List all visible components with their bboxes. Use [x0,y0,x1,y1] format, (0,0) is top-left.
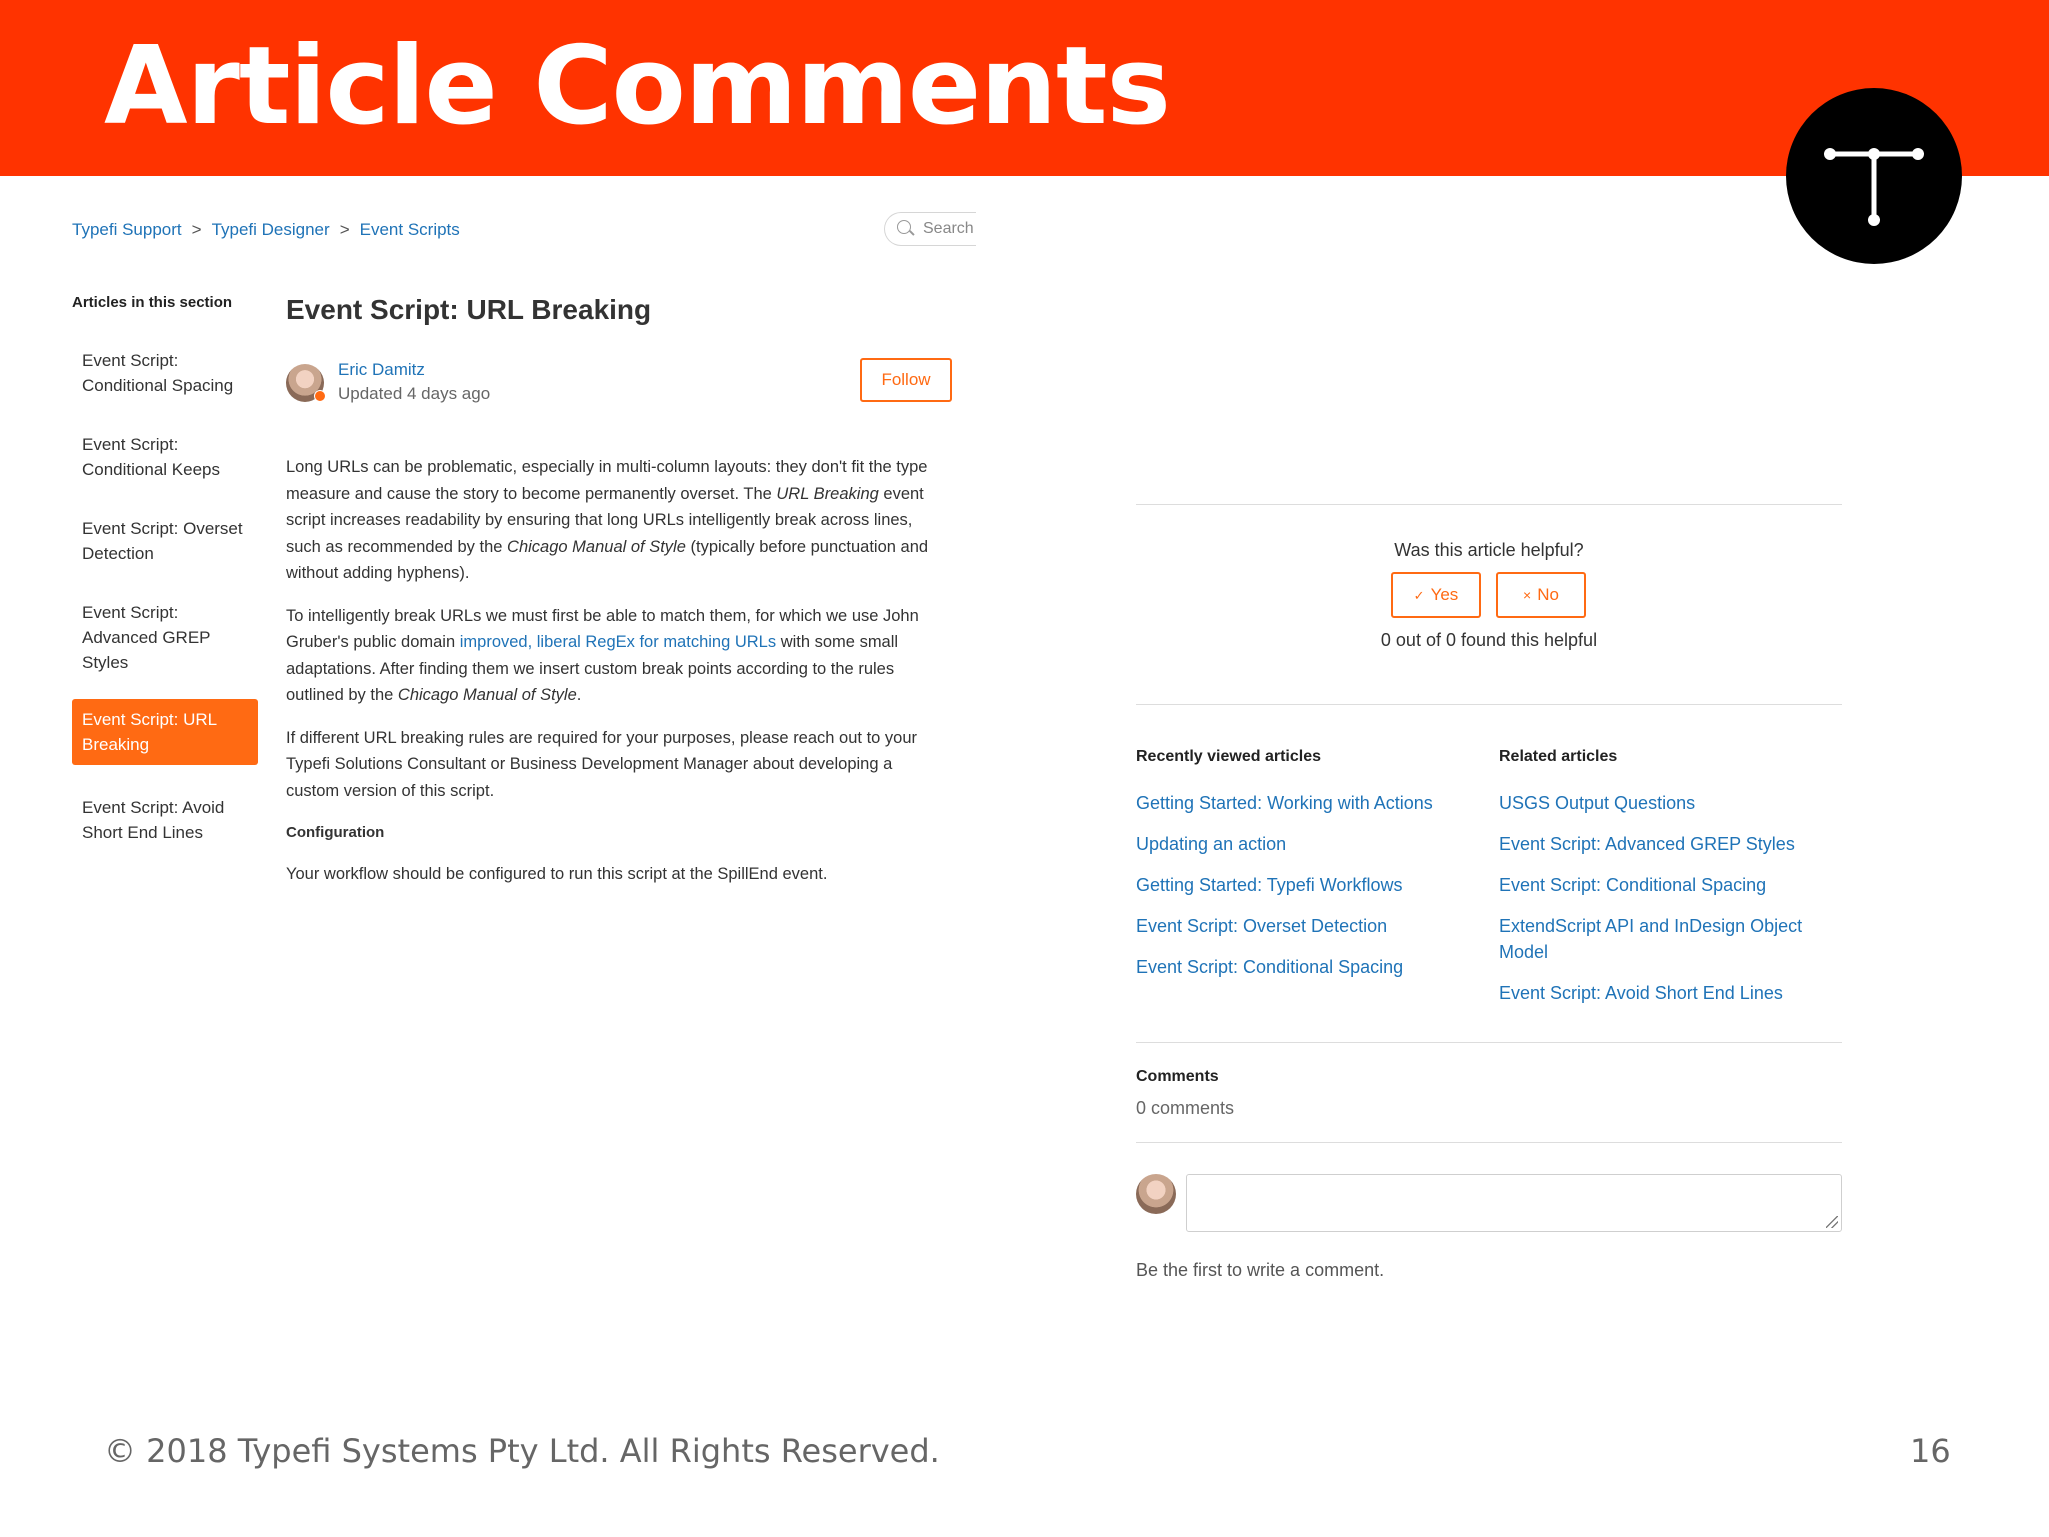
search-icon [897,220,911,234]
agent-badge-icon [314,390,326,402]
text-italic: URL Breaking [776,484,879,503]
article-paragraph [286,603,946,709]
comments-title: Comments [1136,1068,1219,1085]
related-articles-title: Related articles [1499,748,1618,765]
search-placeholder: Search [923,220,974,237]
updated-timestamp: Updated 4 days ago [338,384,491,403]
resize-handle-icon[interactable] [1826,1216,1838,1228]
text-run: . [576,686,582,704]
helpful-count: 0 out of 0 found this helpful [1380,630,1598,650]
recent-article-link[interactable]: Updating an action [1136,834,1287,854]
user-avatar [1136,1174,1176,1214]
recent-article-link[interactable]: Getting Started: Typefi Workflows [1136,875,1403,895]
recently-viewed-list [1136,790,1476,995]
sidebar-item-avoid-short-end-lines[interactable]: Event Script: Avoid Short End Lines [82,798,225,842]
article-body [286,454,946,903]
text-run: To intelligently break URLs we must first be able to match them, for which we use John Gruber's public domain [286,606,919,651]
author-avatar [286,364,324,402]
related-articles-list [1499,790,1839,1021]
text-run: with some small adaptations. After finding them we insert custom break points according to the rules outlined by the [286,633,899,704]
sidebar-title: Articles in this section [72,294,233,311]
copyright-footer: © 2018 Typefi Systems Pty Ltd. All Rights Reserved. [104,1432,940,1470]
regex-link[interactable]: improved, liberal RegEx for matching URLs [459,633,777,651]
sidebar-item-conditional-keeps[interactable]: Event Script: Conditional Keeps [82,435,220,479]
breadcrumb [72,220,460,240]
helpful-question: Was this article helpful? [1394,540,1584,560]
breadcrumb-typefi-support[interactable]: Typefi Support [72,220,182,239]
article-title: Event Script: URL Breaking [286,294,652,325]
close-icon: × [1523,587,1532,603]
text-run: Long URLs can be problematic, especially in multi-column layouts: they don't fit the type measure and cause the story to become permanently overset. The [286,458,928,503]
comment-textarea[interactable] [1186,1174,1842,1232]
related-article-link[interactable]: ExtendScript API and InDesign Object Model [1499,916,1803,962]
follow-button[interactable]: Follow [860,358,952,402]
sidebar-item-overset-detection[interactable]: Event Script: Overset Detection [82,519,243,563]
divider [1136,704,1842,705]
recent-article-link[interactable]: Getting Started: Working with Actions [1136,793,1433,813]
check-icon: ✓ [1413,588,1425,603]
configuration-heading: Configuration [286,824,385,841]
recent-article-link[interactable]: Event Script: Overset Detection [1136,916,1388,936]
related-article-link[interactable]: Event Script: Conditional Spacing [1499,875,1767,895]
related-article-link[interactable]: Event Script: Advanced GREP Styles [1499,834,1795,854]
divider [1136,1042,1842,1043]
vote-no-label: No [1537,585,1559,604]
search-input[interactable] [884,212,976,246]
text-run: event script increases readability by ensuring that long URLs intelligently break across lines, such as recommended by the [286,484,924,556]
recently-viewed-title: Recently viewed articles [1136,748,1321,765]
vote-no-button[interactable] [1496,572,1586,618]
related-article-link[interactable]: USGS Output Questions [1499,793,1696,813]
comments-count: 0 comments [1136,1098,1235,1118]
slide-title: Article Comments [104,24,1170,149]
comment-prompt: Be the first to write a comment. [1136,1260,1385,1280]
breadcrumb-separator: > [191,220,202,239]
divider [1136,504,1842,505]
title-banner [0,0,2049,176]
sidebar-article-list [72,344,258,875]
divider [1136,1142,1842,1143]
recent-article-link[interactable]: Event Script: Conditional Spacing [1136,957,1404,977]
sidebar-item-conditional-spacing[interactable]: Event Script: Conditional Spacing [82,351,234,395]
vote-yes-button[interactable] [1391,572,1481,618]
article-paragraph: If different URL breaking rules are required for your purposes, please reach out to your Typefi Solutions Consultant or Business Development Manager about developing a custom version of this script. [286,728,918,800]
breadcrumb-event-scripts[interactable]: Event Scripts [359,220,460,239]
related-article-link[interactable]: Event Script: Avoid Short End Lines [1499,983,1783,1003]
page-number: 16 [1910,1432,1951,1470]
text-italic: Chicago Manual of Style [507,537,686,556]
support-page-screenshot [0,176,2049,1376]
breadcrumb-separator: > [339,220,350,239]
article-paragraph: Your workflow should be configured to run this script at the SpillEnd event. [286,864,828,883]
text-run: (typically before punctuation and without adding hyphens). [286,537,929,582]
sidebar-item-url-breaking[interactable]: Event Script: URL Breaking [72,699,258,765]
article-paragraph [286,454,946,587]
text-italic: Chicago Manual of Style [397,686,577,704]
sidebar-item-advanced-grep-styles[interactable]: Event Script: Advanced GREP Styles [82,603,211,672]
vote-yes-label: Yes [1430,585,1459,604]
breadcrumb-typefi-designer[interactable]: Typefi Designer [211,220,330,239]
author-name-link[interactable]: Eric Damitz [338,360,425,379]
